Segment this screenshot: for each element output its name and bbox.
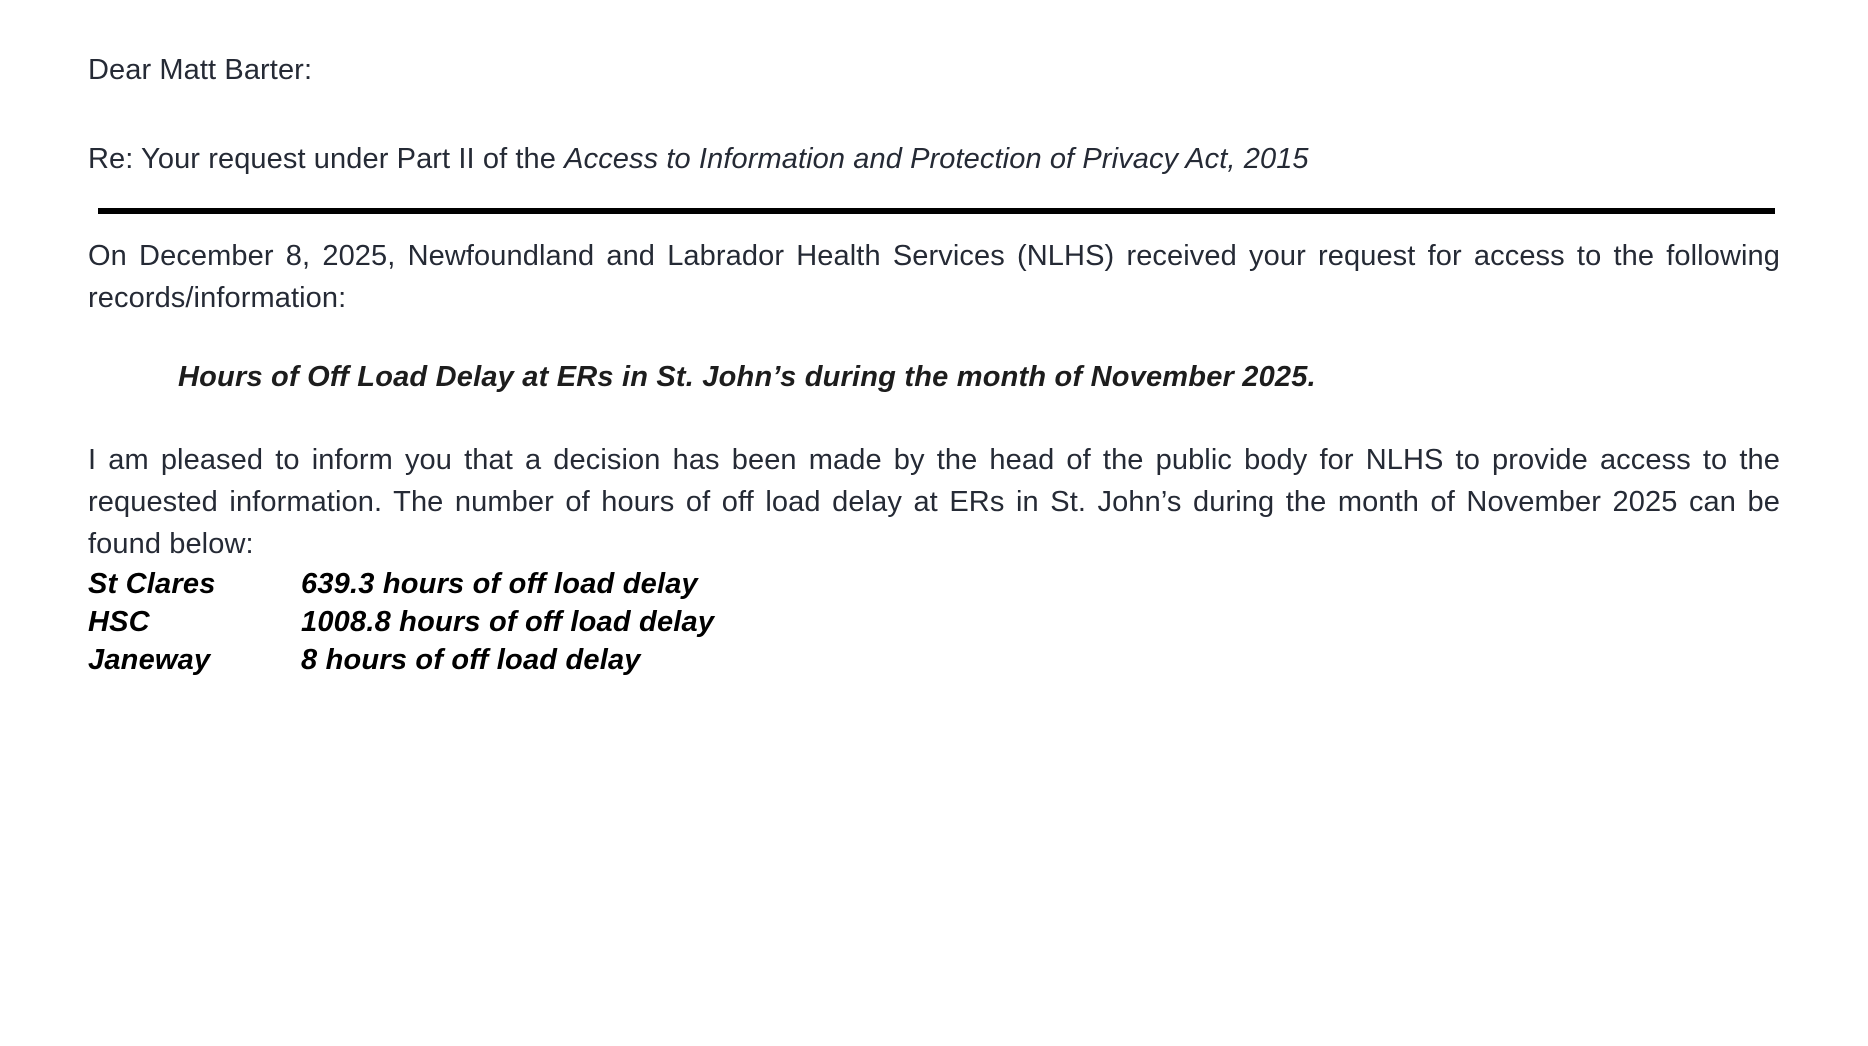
- decision-paragraph: I am pleased to inform you that a decision has been made by the head of the public body for NLHS to provide access to the requested information. The number of hours of off load delay at ERs in St. John’s during the month of November 2025 can be found below:: [88, 444, 1780, 560]
- site-value: 1008.8 hours of off load delay: [301, 606, 715, 638]
- results-table-body: [88, 565, 714, 679]
- subject-line: [88, 88, 1780, 177]
- intro-paragraph: On December 8, 2025, Newfoundland and Labrador Health Services (NLHS) received your request for access to the following records/information:: [88, 240, 1780, 314]
- site-name: HSC: [88, 606, 150, 638]
- site-name: Janeway: [88, 644, 211, 676]
- letter-body: [88, 0, 1780, 679]
- results-table: [88, 565, 714, 679]
- header-divider: [98, 208, 1775, 214]
- act-title: Access to Information and Protection of Privacy Act, 2015: [564, 143, 1309, 175]
- site-name: St Clares: [88, 568, 216, 600]
- request-quote: Hours of Off Load Delay at ERs in St. John’s during the month of November 2025.: [178, 361, 1316, 393]
- table-row: [88, 603, 714, 641]
- site-value: 639.3 hours of off load delay: [301, 568, 698, 600]
- table-row: [88, 565, 714, 603]
- table-row: [88, 641, 714, 679]
- site-value: 8 hours of off load delay: [301, 644, 641, 676]
- subject-prefix: Re: Your request under Part II of the: [88, 143, 565, 175]
- divider-line: [98, 208, 1775, 214]
- salutation: Dear Matt Barter:: [88, 54, 313, 86]
